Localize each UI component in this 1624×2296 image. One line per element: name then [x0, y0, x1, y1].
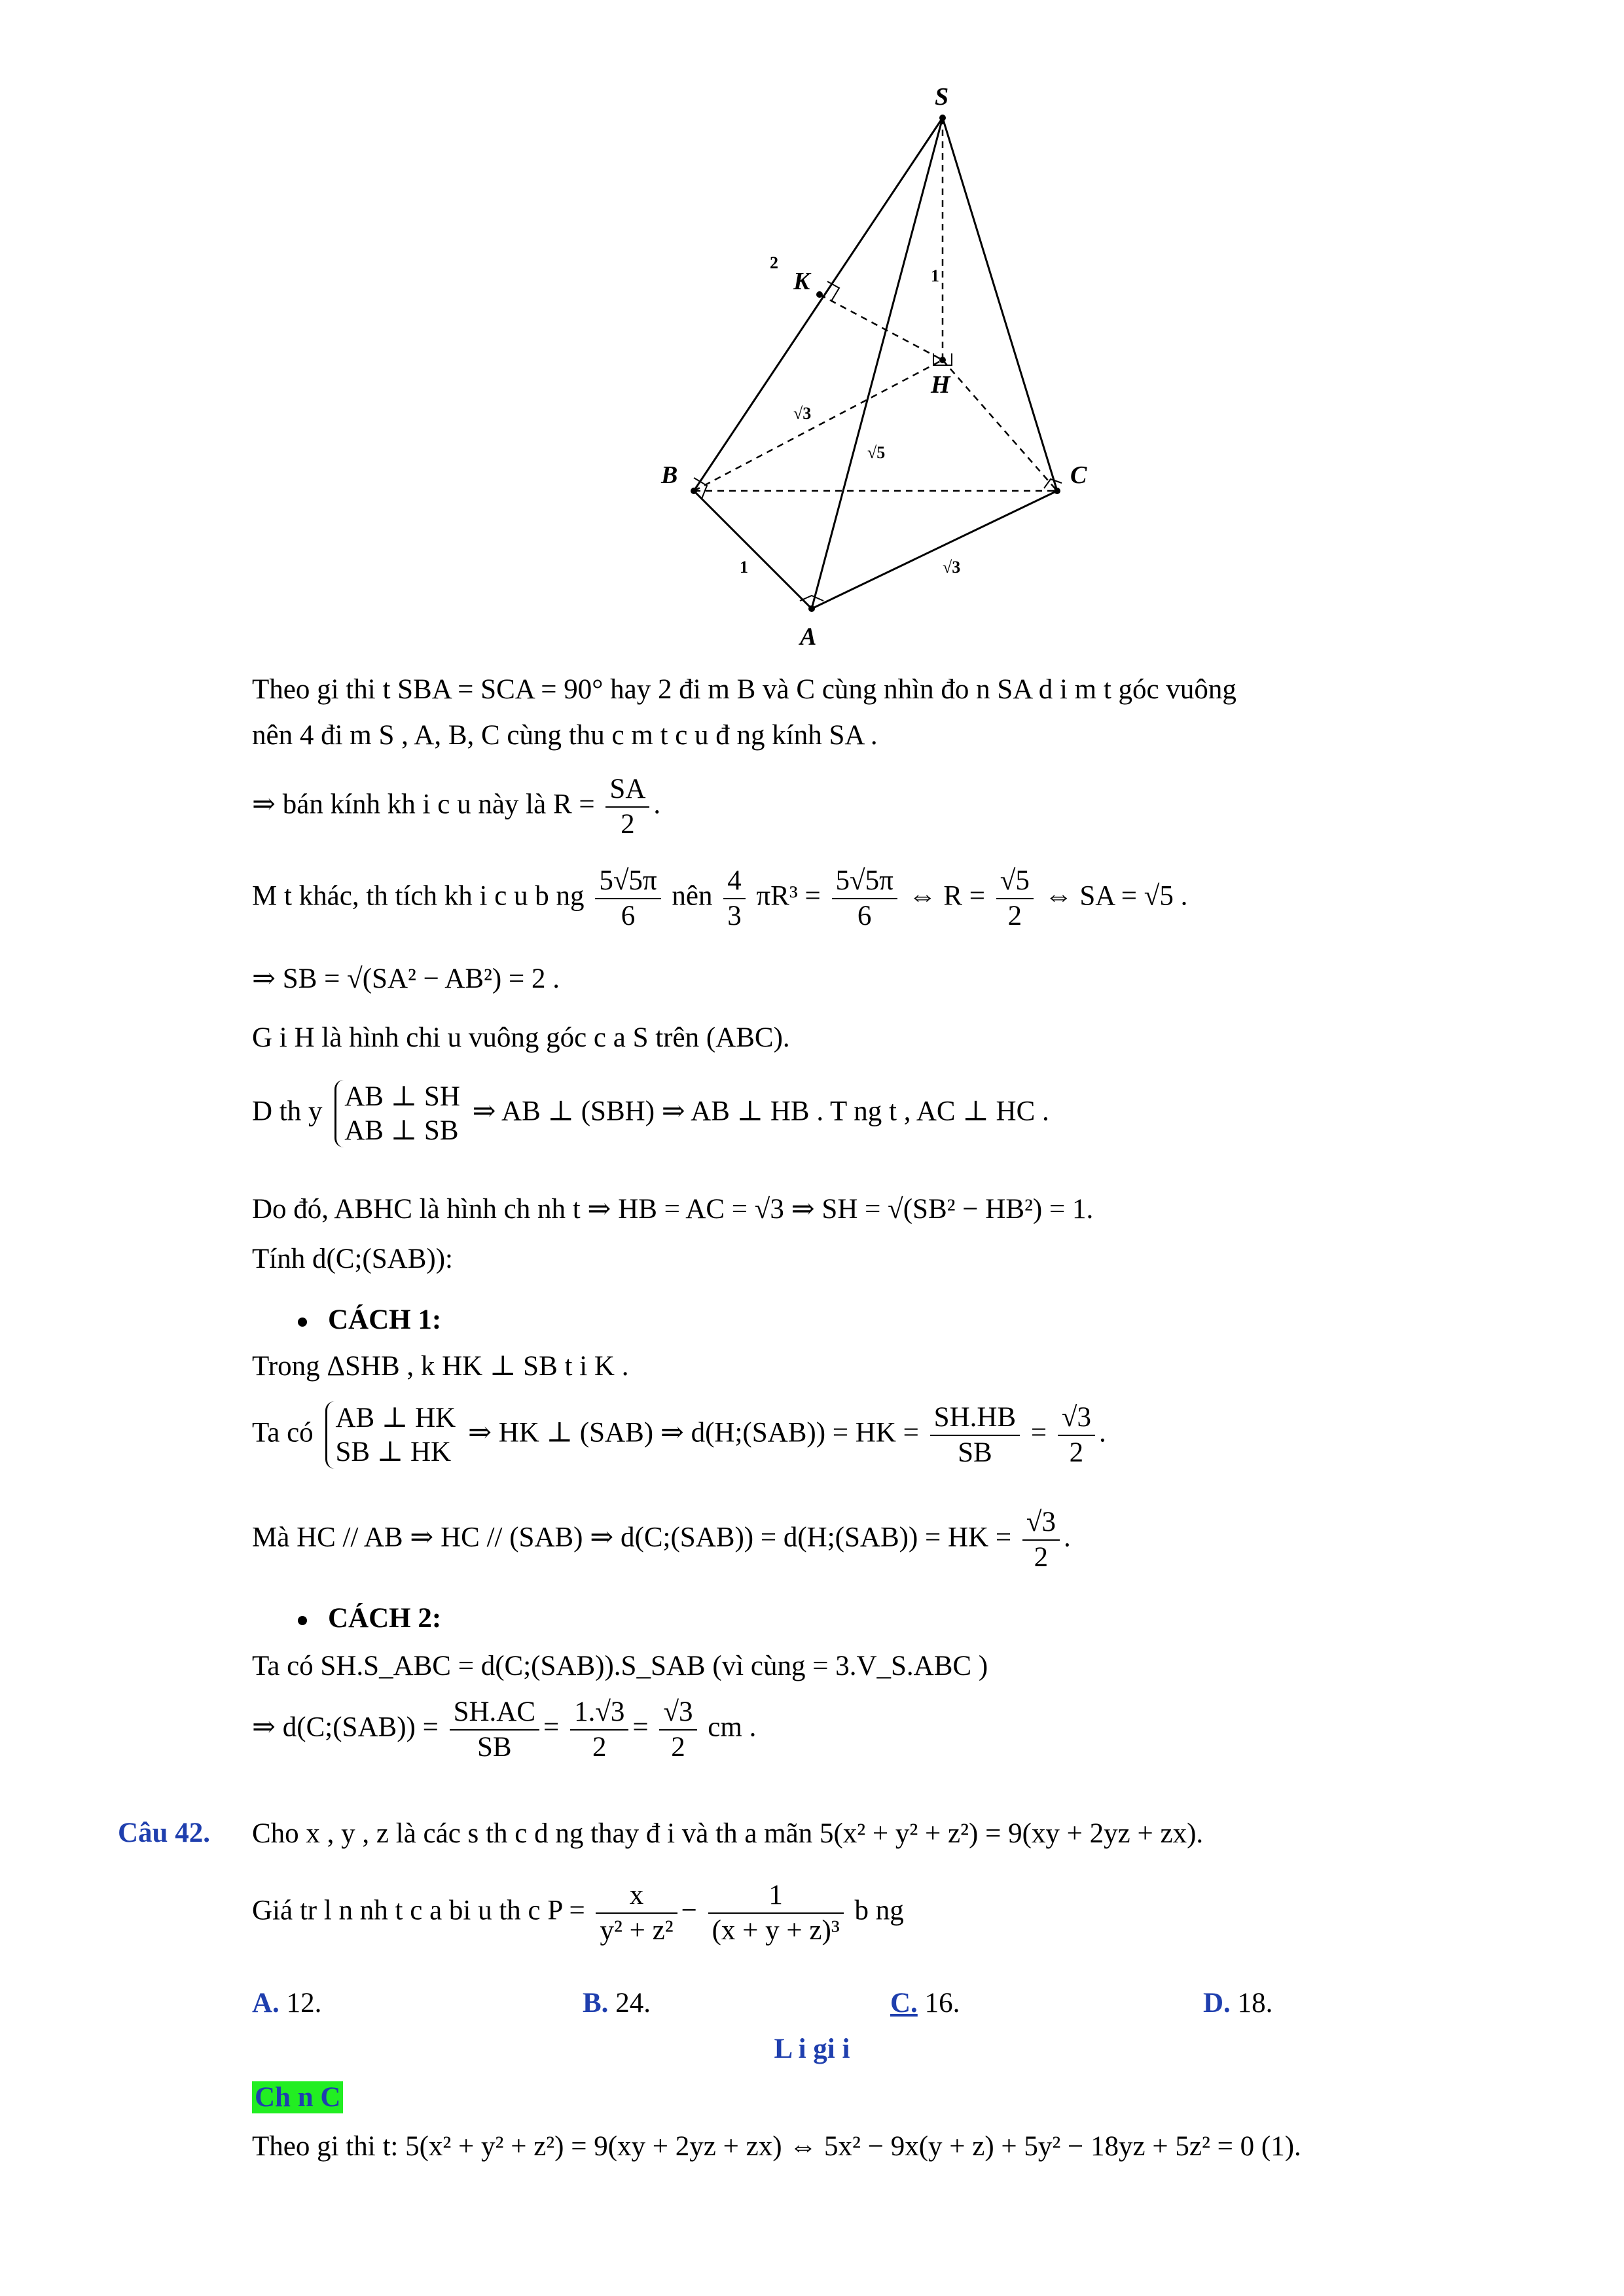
text-line-12: Mà HC // AB ⇒ HC // (SAB) ⇒ d(C;(SAB)) = d(H;(SAB)) = HK = $\frac{√3}{2}$ .	[252, 1507, 1071, 1573]
text-line-10: Trong ΔSHB , k HK ⊥ SB t i K .	[252, 1351, 629, 1382]
edge-bh	[694, 360, 943, 491]
label-h: H	[931, 371, 950, 399]
question-line-1: Cho x , y , z là các s th c d ng thay đ i và th a mãn 5(x² + y² + z²) = 9(xy + 2yz + zx).	[252, 1818, 1204, 1849]
text-line-13: Ta có SH.S_ABC = d(C;(SAB)).S_SAB (vì cùng = 3.V_S.ABC )	[252, 1651, 988, 1681]
method-1-heading: CÁCH 1:	[298, 1304, 441, 1336]
question-label: Câu 42.	[118, 1818, 210, 1848]
edge-label-ac: √3	[943, 558, 961, 577]
option-c[interactable]: C. 16.	[890, 1988, 960, 2018]
text-line-5: ⇒ SB = √(SA² − AB²) = 2 .	[252, 963, 560, 994]
text-line-9: Tính d(C;(SAB)):	[252, 1244, 453, 1274]
edge-label-ab: 1	[740, 558, 748, 577]
pyramid-figure	[628, 72, 1152, 661]
option-d[interactable]: D. 18.	[1203, 1988, 1273, 2018]
label-s: S	[935, 83, 949, 111]
chosen-answer-badge: Ch n C	[252, 2081, 343, 2113]
question-line-2: Giá tr l n nh t c a bi u th c P = $\frac{x}{\text{y² + z²}}$ − $\frac{1}{\text{(x + y + z)³}}$ b ng	[252, 1880, 904, 1946]
option-b[interactable]: B. 24.	[583, 1988, 651, 2018]
text-line-2: nên 4 đi m S , A, B, C cùng thu c m t c u đ ng kính SA .	[252, 720, 878, 751]
right-angle-k	[827, 281, 839, 301]
edge-ab	[694, 491, 812, 609]
edge-label-bh: √3	[793, 404, 812, 423]
label-k: K	[793, 268, 810, 295]
text-line-11: Ta có AB ⊥ HK SB ⊥ HK ⇒ HK ⊥ (SAB) ⇒ d(H;(SAB)) = HK = $\frac{SH.HB}{SB}$ = $\frac{√3}{2}$ .	[252, 1402, 1106, 1468]
pyramid-diagram	[628, 72, 1152, 661]
edge-sa	[812, 118, 943, 609]
edge-sc	[943, 118, 1057, 491]
method-2-heading: CÁCH 2:	[298, 1602, 441, 1634]
edge-label-sh: 1	[931, 266, 939, 285]
text-line-4: M t khác, th tích kh i c u b ng $\frac{5√5\pi}{6}$ nên $\frac{4}{3}$ πR³ = $\frac{5√5\pi}{6}$ ⇔ R = $\frac{√5}{2}$ ⇔ SA = √5 .	[252, 865, 1188, 931]
text-line-7: D th y AB ⊥ SH AB ⊥ SB ⇒ AB ⊥ (SBH) ⇒ AB ⊥ HB . T ng t , AC ⊥ HC .	[252, 1080, 1049, 1147]
label-b: B	[661, 461, 678, 489]
text-line-last: Theo gi thi t: 5(x² + y² + z²) = 9(xy + 2yz + zx) ⇔ 5x² − 9x(y + z) + 5y² − 18yz + 5z² = 0 (1).	[252, 2131, 1301, 2162]
option-a[interactable]: A. 12.	[252, 1988, 322, 2018]
edge-hc	[943, 360, 1057, 491]
edge-sb	[694, 118, 943, 491]
text-line-8: Do đó, ABHC là hình ch nh t ⇒ HB = AC = √3 ⇒ SH = √(SB² − HB²) = 1.	[252, 1194, 1094, 1225]
text-line-1: Theo gi thi t SBA = SCA = 90° hay 2 đi m B và C cùng nhìn đo n SA d i m t góc vuông	[252, 674, 1236, 705]
edge-label-ah: √5	[867, 443, 886, 462]
text-line-3: ⇒ bán kính kh i c u này là R = $\frac{SA}{2}$ .	[252, 774, 661, 840]
edge-ac	[812, 491, 1057, 609]
label-a: A	[800, 623, 817, 651]
label-c: C	[1070, 461, 1087, 489]
solution-title: L i gi i	[774, 2034, 850, 2064]
edge-label-sk: 2	[770, 253, 778, 272]
text-line-14: ⇒ d(C;(SAB)) = $\frac{SH.AC}{SB}$ = $\frac{1.√3}{2}$ = $\frac{√3}{2}$ cm .	[252, 1696, 757, 1763]
text-line-6: G i H là hình chi u vuông góc c a S trên (ABC).	[252, 1022, 790, 1053]
